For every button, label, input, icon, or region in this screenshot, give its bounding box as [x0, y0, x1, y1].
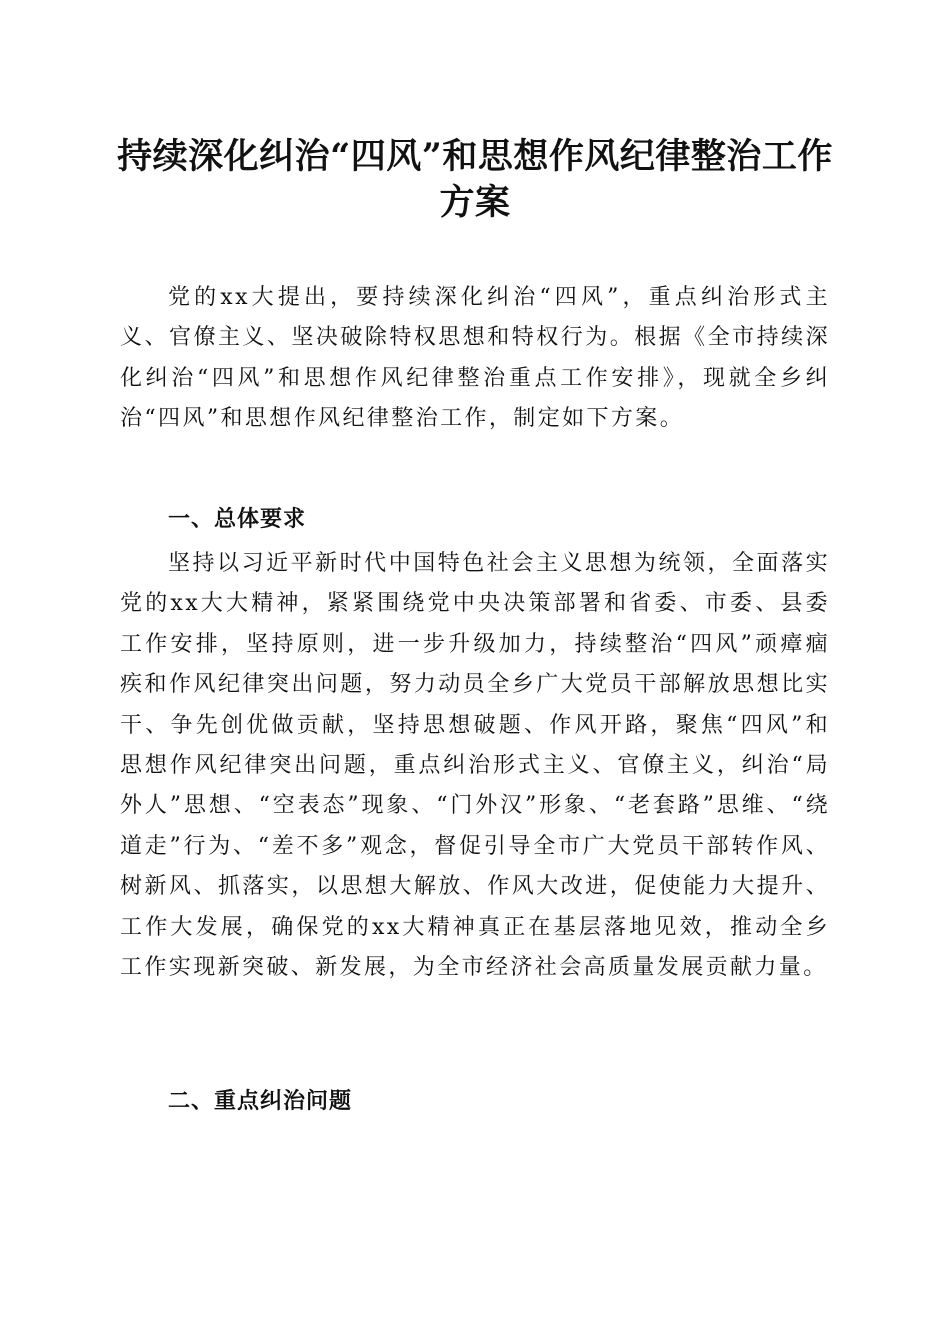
document-title: 持续深化纠治“四风”和思想作风纪律整治工作方案: [117, 136, 833, 223]
intro-paragraph: 党的xx大提出，要持续深化纠治“四风”，重点纠治形式主义、官僚主义、坚决破除特权思想和特权行为。根据《全市持续深化纠治“四风”和思想作风纪律整治重点工作安排》，现就全乡纠治“四风”和思想作风纪律整治工作，制定如下方案。: [120, 285, 830, 432]
section-heading-general-requirements: 一、总体要求: [168, 507, 307, 532]
section-heading-key-issues: 二、重点纠治问题: [168, 1089, 353, 1114]
section-paragraph-general-requirements: 坚持以习近平新时代中国特色社会主义思想为统领，全面落实党的xx大大精神，紧紧围绕党中央决策部署和省委、市委、县委工作安排，坚持原则，进一步升级加力，持续整治“四风”顽瘴痼疾和作风纪律突出问题，努力动员全乡广大党员干部解放思想比实干、争先创优做贡献，坚持思想破题、作风开路，聚焦“四风”和思想作风纪律突出问题，重点纠治形式主义、官僚主义，纠治“局外人”思想、“空表态”现象、“门外汉”形象、“老套路”思维、“绕道走”行为、“差不多”观念，督促引导全市广大党员干部转作风、树新风、抓落实，以思想大解放、作风大改进，促使能力大提升、工作大发展，确保党的xx大精神真正在基层落地见效，推动全乡工作实现新突破、新发展，为全市经济社会高质量发展贡献力量。: [120, 551, 830, 981]
